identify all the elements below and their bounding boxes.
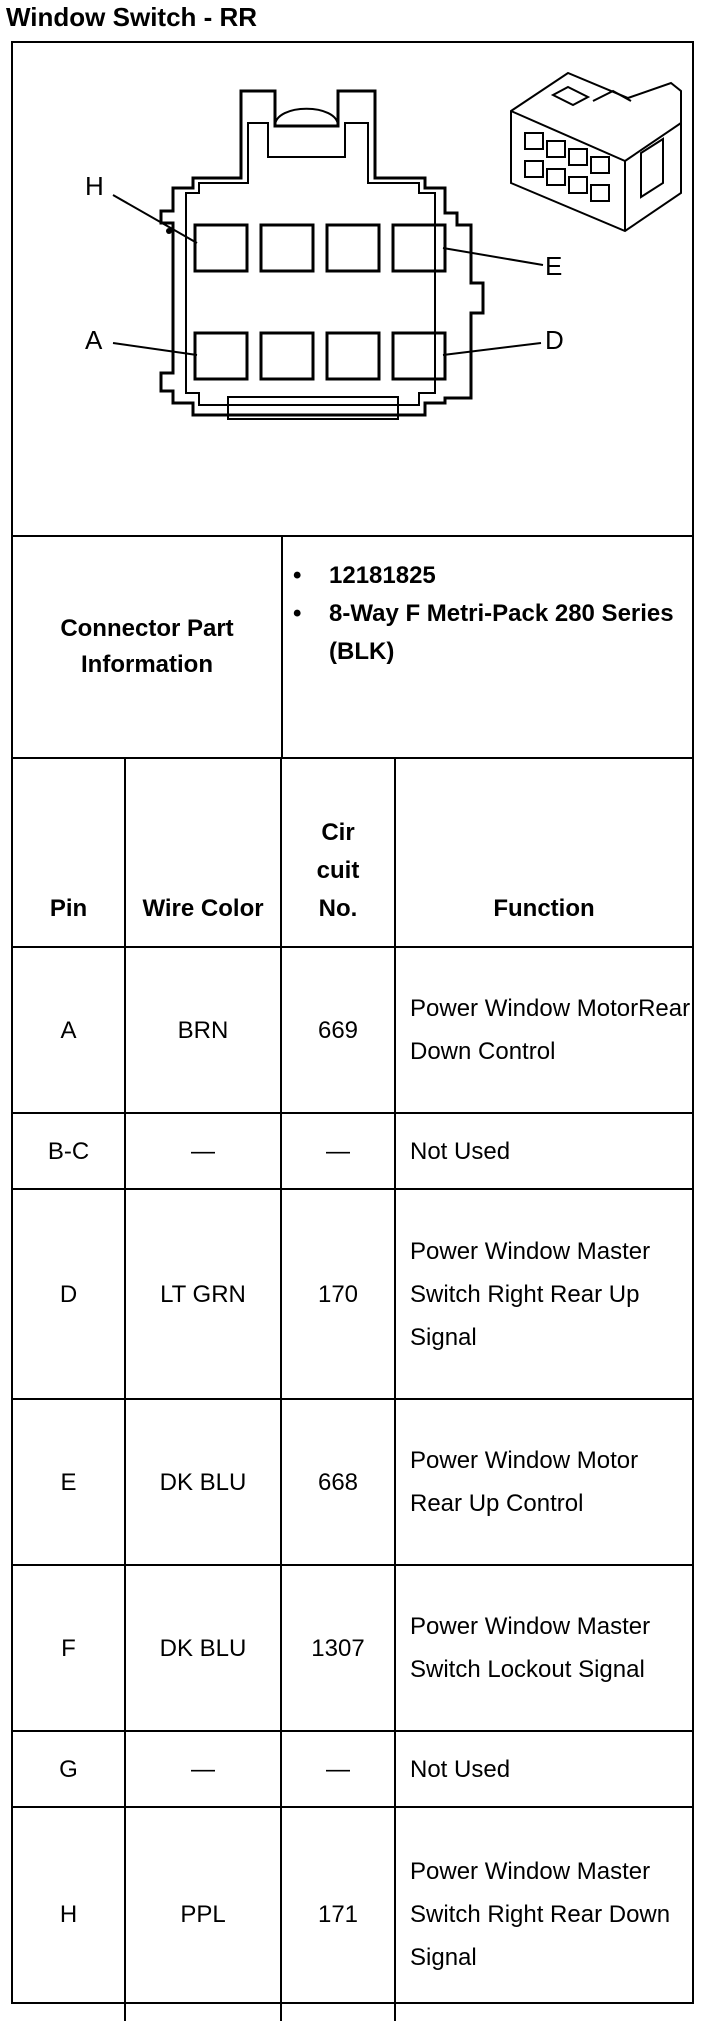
connector-thumbnail xyxy=(511,73,681,231)
connector-face-drawing xyxy=(13,43,692,535)
cavity-f xyxy=(327,225,379,271)
function-cell: Power Window MotorRear Down Control xyxy=(395,947,692,1113)
label-a: A xyxy=(85,325,103,355)
wire-color-cell: BRN xyxy=(125,947,281,1113)
header-pin: Pin xyxy=(13,759,125,947)
connector-sheet xyxy=(11,41,694,2004)
wire-color-cell: — xyxy=(125,1113,281,1189)
pin-cell: B-C xyxy=(13,1113,125,1189)
circuit-cell: 668 xyxy=(281,1399,395,1565)
circuit-cell: 170 xyxy=(281,1189,395,1399)
pin-cell: A xyxy=(13,947,125,1113)
table-row xyxy=(13,1189,692,1399)
function-cell: Power Window Master Switch Right Rear Up Signal xyxy=(395,1189,692,1399)
wire-color-cell: PPL xyxy=(125,1807,281,2021)
label-d: D xyxy=(545,325,564,355)
cavity-d xyxy=(393,333,445,379)
connector-type-item xyxy=(293,595,683,671)
housing-inner-outline xyxy=(186,123,435,405)
cavity-e xyxy=(393,225,445,271)
table-header-row xyxy=(13,759,692,947)
wire-color-cell: DK BLU xyxy=(125,1399,281,1565)
cavity-a xyxy=(195,333,247,379)
table-row xyxy=(13,1399,692,1565)
cavity-h xyxy=(195,225,247,271)
connector-diagram xyxy=(13,43,692,537)
connector-part-list xyxy=(293,557,683,671)
part-number-item xyxy=(293,557,683,595)
connector-part-label: Connector Part Information xyxy=(13,537,283,757)
pin-cell: D xyxy=(13,1189,125,1399)
leader-e xyxy=(443,248,543,265)
cavity-c xyxy=(327,333,379,379)
function-cell: Not Used xyxy=(395,1731,692,1807)
circuit-cell: 1307 xyxy=(281,1565,395,1731)
connector-part-info xyxy=(13,537,692,759)
leader-a xyxy=(113,343,197,355)
latch-detail xyxy=(275,109,338,126)
header-function: Function xyxy=(395,759,692,947)
circuit-cell: — xyxy=(281,1113,395,1189)
cavity-b xyxy=(261,333,313,379)
function-cell: Power Window Master Switch Lockout Signal xyxy=(395,1565,692,1731)
page-title: Window Switch - RR xyxy=(6,2,258,32)
table-row xyxy=(13,1113,692,1189)
table-row xyxy=(13,947,692,1113)
pinout-table xyxy=(13,759,692,2021)
pin-cell: G xyxy=(13,1731,125,1807)
bullet-icon: • xyxy=(293,600,302,627)
header-wire-color: Wire Color xyxy=(125,759,281,947)
label-h: H xyxy=(85,171,104,201)
part-number: 12181825 xyxy=(329,562,436,589)
label-e: E xyxy=(545,251,563,281)
wire-color-cell: — xyxy=(125,1731,281,1807)
circuit-cell: — xyxy=(281,1731,395,1807)
pin-cell: F xyxy=(13,1565,125,1731)
bullet-icon: • xyxy=(293,562,302,589)
circuit-cell: 669 xyxy=(281,947,395,1113)
wire-color-cell: DK BLU xyxy=(125,1565,281,1731)
connector-type: 8-Way F Metri-Pack 280 Series (BLK) xyxy=(329,600,674,665)
leader-h xyxy=(113,195,197,243)
header-circuit-no: Cir cuit No. xyxy=(281,759,395,947)
table-row xyxy=(13,1565,692,1731)
pin-cell: H xyxy=(13,1807,125,2021)
leader-d xyxy=(443,343,541,355)
function-cell: Power Window Master Switch Right Rear Down Signal xyxy=(395,1807,692,2021)
table-row xyxy=(13,1807,692,2021)
function-cell: Not Used xyxy=(395,1113,692,1189)
circuit-cell: 171 xyxy=(281,1807,395,2021)
table-row xyxy=(13,1731,692,1807)
function-cell: Power Window Motor Rear Up Control xyxy=(395,1399,692,1565)
wire-color-cell: LT GRN xyxy=(125,1189,281,1399)
cavity-g xyxy=(261,225,313,271)
pin-cell: E xyxy=(13,1399,125,1565)
